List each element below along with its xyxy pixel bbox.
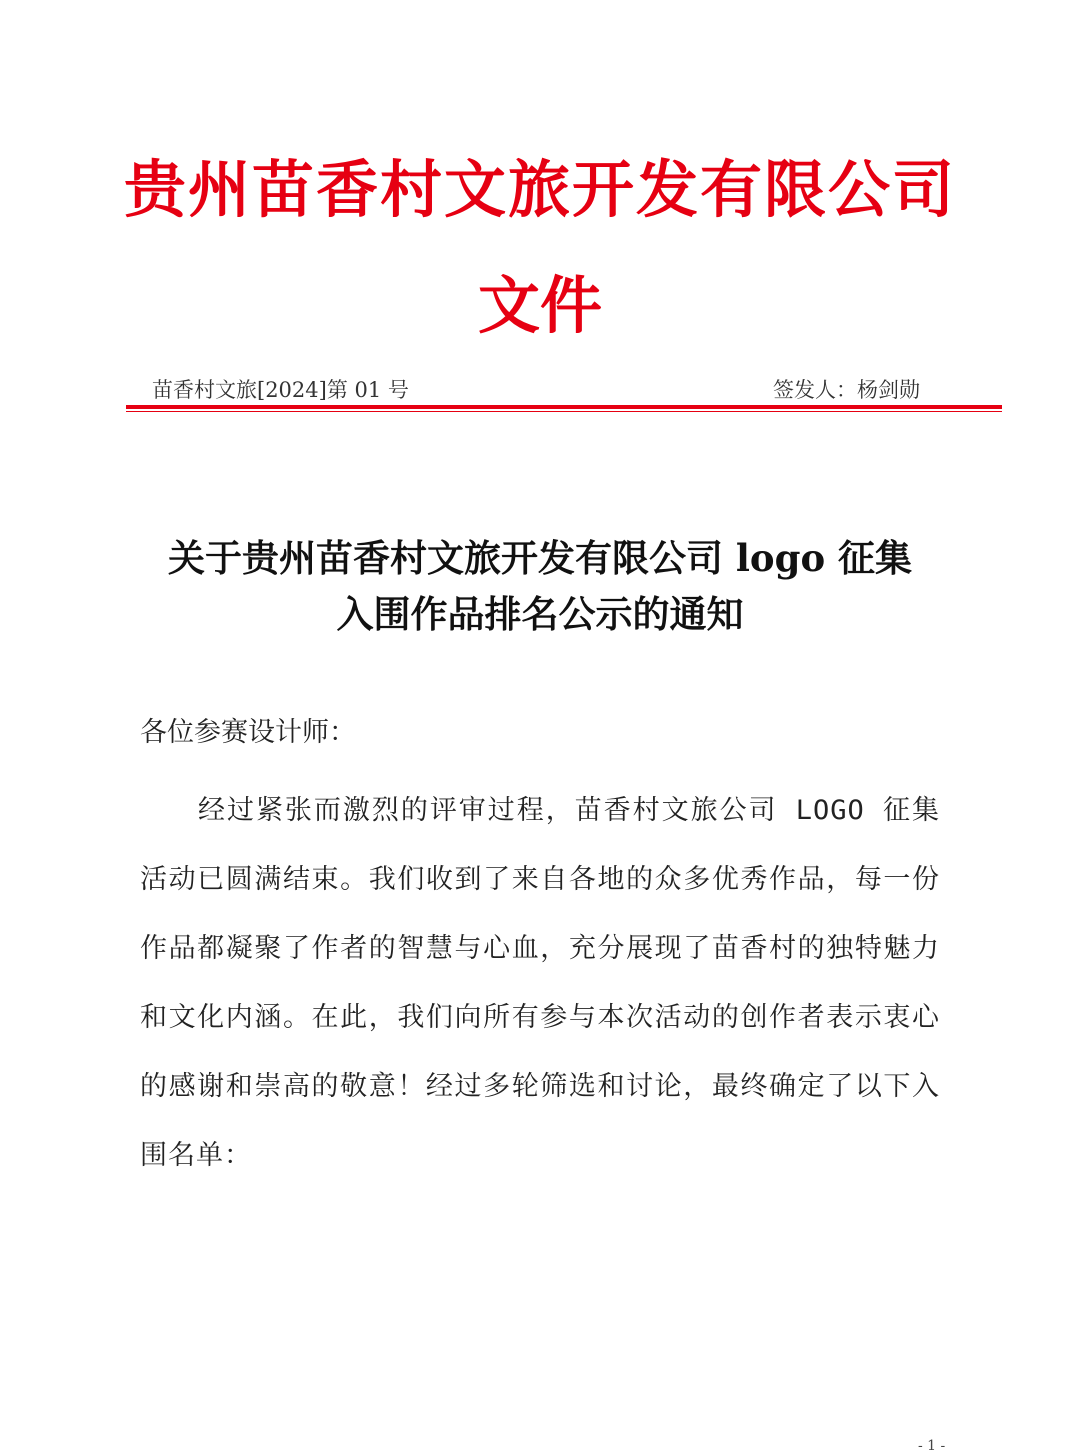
document-number: 苗香村文旅[2024]第 01 号 <box>152 378 409 402</box>
masthead-document-label: 文件 <box>477 269 602 342</box>
notice-title <box>130 530 950 642</box>
notice-title-line-1: 关于贵州苗香村文旅开发有限公司 logo 征集 <box>167 536 913 580</box>
page-number: - 1 - <box>918 1438 946 1454</box>
issuer: 签发人：杨剑勋 <box>773 378 920 402</box>
notice-title-line-2: 入围作品排名公示的通知 <box>336 592 744 636</box>
red-separator-thin-line <box>126 411 1002 412</box>
red-separator-line <box>126 405 1002 409</box>
masthead-organization: 贵州苗香村文旅开发有限公司 <box>123 153 956 226</box>
salutation: 各位参赛设计师： <box>140 717 356 748</box>
notice-body: 经过紧张而激烈的评审过程，苗香村文旅公司 LOGO 征集活动已圆满结束。我们收到了来自各地的众多优秀作品，每一份作品都凝聚了作者的智慧与心血，充分展现了苗香村的独特魅力和文化内涵。在此，我们向所有参与本次活动的创作者表示衷心的感谢和崇高的敬意！经过多轮筛选和讨论，最终确定了以下入围名单： <box>140 795 940 1171</box>
